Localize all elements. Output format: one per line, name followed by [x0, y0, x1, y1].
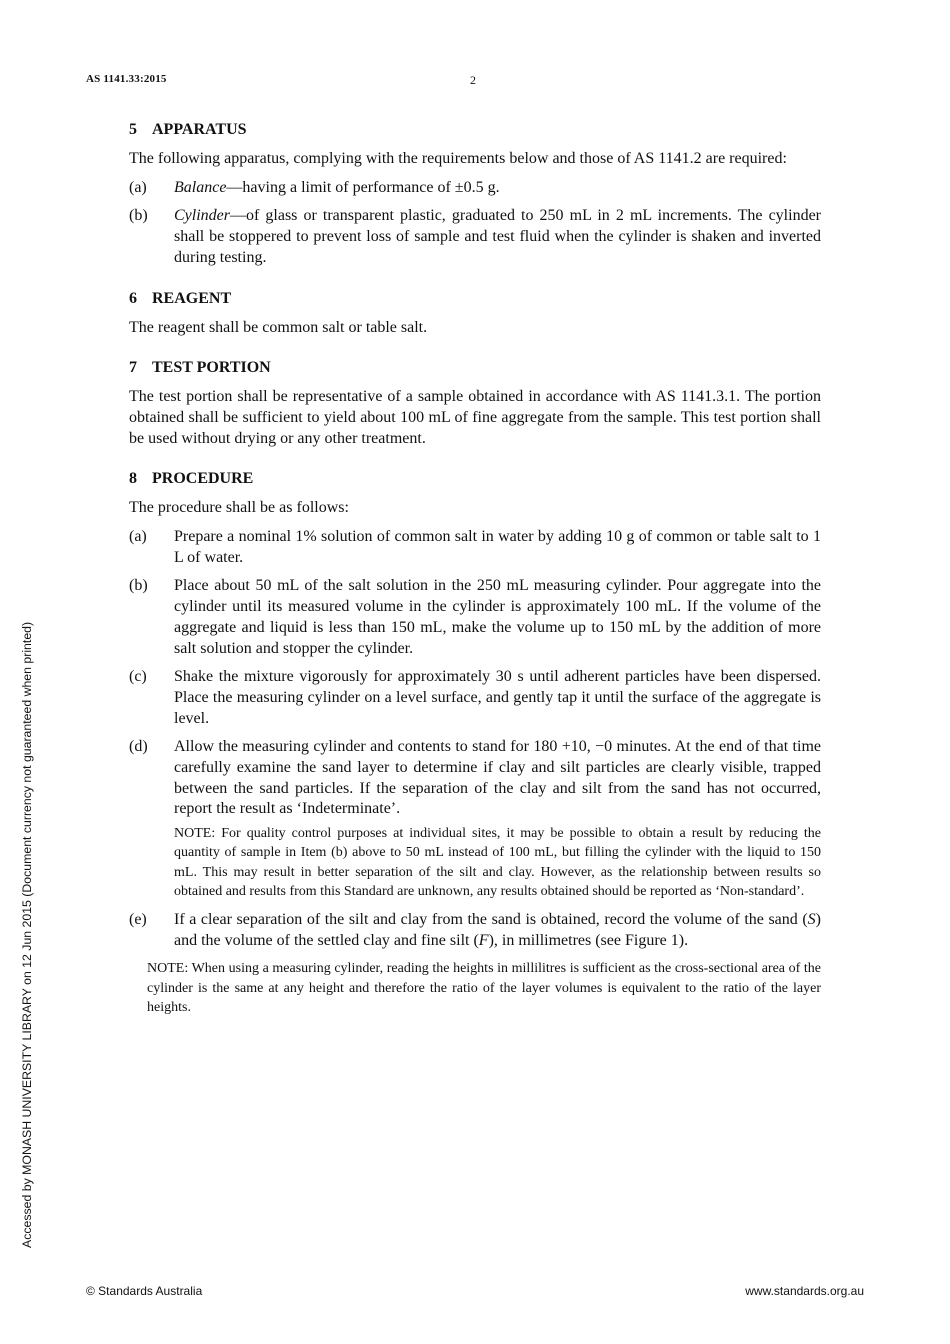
- access-notice: Accessed by MONASH UNIVERSITY LIBRARY on 12 Jun 2015 (Document currency not guaranteed when printed): [20, 621, 34, 1248]
- section-heading: 5 APPARATUS: [129, 121, 247, 138]
- variable-f: F: [478, 931, 489, 949]
- item-label: (e): [129, 910, 147, 928]
- variable-s: S: [807, 910, 816, 928]
- footer-website: www.standards.org.au: [745, 1284, 864, 1298]
- item-text: —having a limit of performance of ±0.5 g.: [226, 178, 500, 196]
- document-body: [129, 120, 821, 1037]
- paragraph: The test portion shall be representative of a sample obtained in accordance with AS 1141.3.1. The portion obtained shall be sufficient to yield about 100 mL of fine aggregate from the sample. This test portion shall be used without drying or any other treatment.: [129, 388, 821, 447]
- section-heading: 6 REAGENT: [129, 289, 232, 307]
- section-heading: 8 PROCEDURE: [129, 470, 254, 488]
- list-item: [129, 667, 821, 729]
- section-heading: 7 TEST PORTION: [129, 359, 271, 377]
- paragraph: The reagent shall be common salt or table salt.: [129, 318, 428, 336]
- page-number: 2: [470, 73, 476, 87]
- item-text: Allow the measuring cylinder and contents to stand for 180 +10, −0 minutes. At the end of that time carefully examine the sand layer to determine if clay and silt particles are clearly visible, trapped between the sand particles. If the separation of the clay and silt from the sand has not occurred, report the result as ‘Indeterminate’.: [174, 738, 821, 818]
- list-item: [129, 737, 821, 901]
- item-label: (a): [129, 528, 147, 546]
- paragraph: The following apparatus, complying with the requirements below and those of AS 1141.2 are required:: [129, 150, 787, 167]
- item-label: (b): [129, 577, 148, 595]
- list-item: (e) If a clear separation of the silt and clay from the sand is obtained, record the volume of the sand (S) and the volume of the settled clay and fine silt (F), in millimetres (see Figure 1).: [129, 910, 821, 949]
- section-test-portion: [129, 358, 821, 449]
- section-apparatus: [129, 120, 821, 269]
- item-text: —of glass or transparent plastic, graduated to 250 mL in 2 mL increments. The cylinder shall be stoppered to prevent loss of sample and test fluid when the cylinder is shaken and inverted during testing.: [174, 207, 821, 266]
- standard-code: AS 1141.33:2015: [86, 73, 167, 85]
- item-text: Place about 50 mL of the salt solution in the 250 mL measuring cylinder. Pour aggregate into the cylinder until its measured volume in the cylinder is approximately 100 mL. If the volume of the aggregate and liquid is less than 150 mL, make the volume up to 150 mL by the addition of more salt solution and stopper the cylinder.: [174, 577, 821, 657]
- list-item: [129, 527, 821, 568]
- item-term: Balance: [174, 178, 227, 196]
- list-item: [129, 206, 821, 268]
- section-reagent: [129, 289, 821, 339]
- item-label: (c): [129, 668, 147, 686]
- footer-copyright: © Standards Australia: [86, 1284, 203, 1298]
- item-label: (a): [129, 178, 147, 196]
- item-note: NOTE: For quality control purposes at individual sites, it may be possible to obtain a result by reducing the quantity of sample in Item (b) above to 50 mL instead of 100 mL, but filling the cylinder with the liquid to 150 mL. This may result in better separation of the silt and clay. However, as the relationship between results so obtained and results from this Standard are unknown, any results obtained should be reported as ‘Non-standard’.: [174, 826, 821, 899]
- list-item: [129, 178, 821, 199]
- item-label: (b): [129, 207, 148, 225]
- section-procedure: [129, 469, 821, 1017]
- item-term: Cylinder: [174, 207, 230, 225]
- item-text: Shake the mixture vigorously for approximately 30 s until adherent particles have been dispersed. Place the measuring cylinder on a level surface, and gently tap it until the surface of the aggregate is level.: [174, 668, 821, 727]
- paragraph: The procedure shall be as follows:: [129, 499, 349, 517]
- item-label: (d): [129, 738, 148, 756]
- list-item: [129, 576, 821, 659]
- procedure-note: NOTE: When using a measuring cylinder, reading the heights in millilitres is sufficient as the cross-sectional area of the cylinder is the same at any height and therefore the ratio of the layer volumes is equivalent to the ratio of the layer heights.: [147, 961, 821, 1015]
- item-text: Prepare a nominal 1% solution of common salt in water by adding 10 g of common or table salt to 1 L of water.: [174, 528, 821, 566]
